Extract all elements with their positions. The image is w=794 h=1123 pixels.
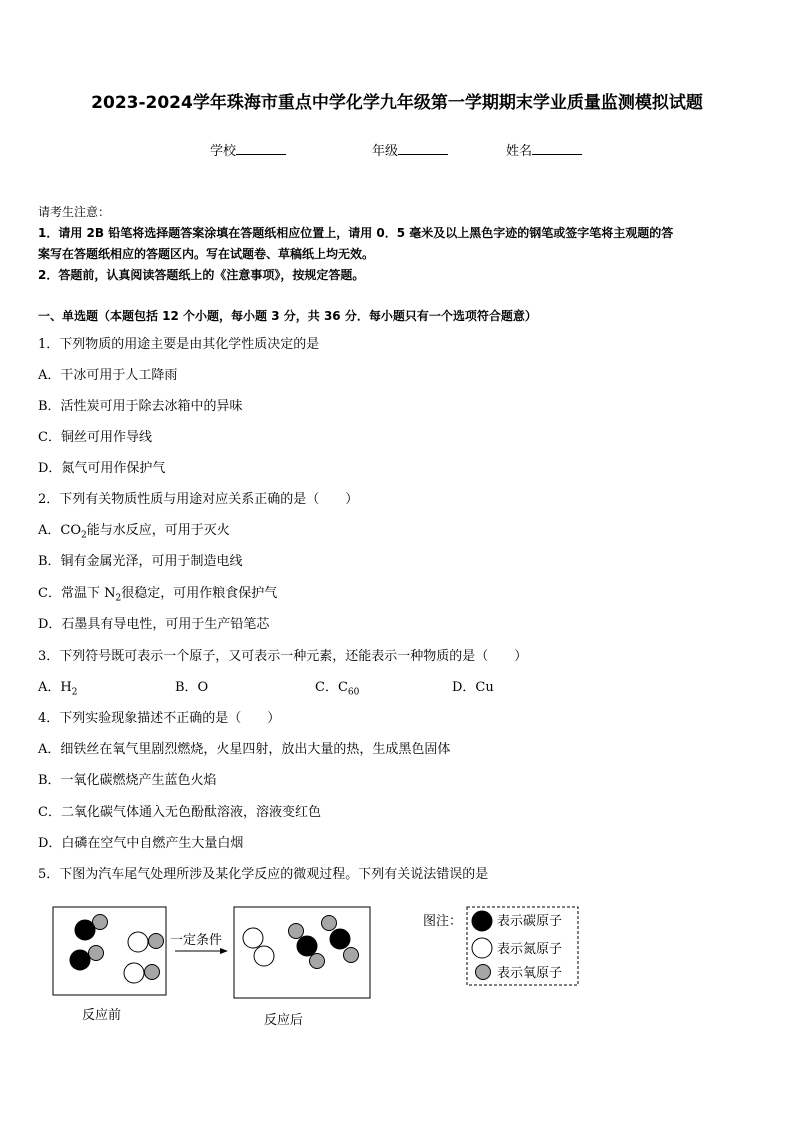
no-molecule <box>128 932 164 952</box>
school-field <box>210 140 286 159</box>
before-box <box>53 907 166 995</box>
q3-option-d: D．Cu <box>452 680 494 695</box>
legend-carbon-label: 表示碳原子 <box>497 914 563 929</box>
q3-option-b: B．O <box>175 680 209 695</box>
q1-option-a: A．干冰可用于人工降雨 <box>38 368 178 383</box>
q2-option-b: B．铜有金属光泽，可用于制造电线 <box>38 554 243 569</box>
notice-line-2: 2．答题前，认真阅读答题纸上的《注意事项》，按规定答题。 <box>38 268 365 282</box>
q4-option-a: A．细铁丝在氧气里剧烈燃烧，火星四射，放出大量的热，生成黑色固体 <box>38 742 451 757</box>
reaction-diagram <box>0 895 794 1055</box>
q4-option-d: D．白磷在空气中自燃产生大量白烟 <box>38 836 244 851</box>
grade-label: 年级 <box>372 144 399 159</box>
after-label: 反应后 <box>264 1013 304 1028</box>
q5-stem: 5．下图为汽车尾气处理所涉及某化学反应的微观过程。下列有关说法错误的是 <box>38 867 489 882</box>
name-blank[interactable] <box>532 142 582 155</box>
name-label: 姓名 <box>506 144 533 159</box>
q3-stem: 3．下列符号既可表示一个原子，又可表示一种元素，还能表示一种物质的是（ ） <box>38 649 528 664</box>
q4-option-c: C．二氧化碳气体通入无色酚酞溶液，溶液变红色 <box>38 805 321 820</box>
notice-heading: 请考生注意： <box>38 205 111 219</box>
section-heading: 一、单选题（本题包括 12 个小题，每小题 3 分，共 36 分．每小题只有一个选项符合题意） <box>38 309 537 323</box>
co-molecule <box>75 915 108 941</box>
q1-option-d: D．氮气可用作保护气 <box>38 461 166 476</box>
co2-molecule <box>322 916 359 963</box>
q2-option-a: A．$CO_2$能与水反应，可用于灭火 <box>38 523 230 541</box>
notice-line-1b: 案写在答题纸相应的答题区内。写在试题卷、草稿纸上均无效。 <box>38 247 375 261</box>
q4-option-b: B．一氧化碳燃烧产生蓝色火焰 <box>38 773 217 788</box>
q2-option-c: C．常温下 $N_2$很稳定，可用作粮食保护气 <box>38 586 278 604</box>
legend-carbon-icon <box>472 911 492 931</box>
no-molecule <box>124 963 160 983</box>
name-field <box>506 140 582 159</box>
q3-option-a: A．$H_2$ <box>38 680 78 698</box>
co-molecule <box>70 946 104 971</box>
school-label: 学校 <box>210 144 237 159</box>
condition-label: 一定条件 <box>170 933 223 948</box>
notice-line-1: 1．请用 2B 铅笔将选择题答案涂填在答题纸相应位置上，请用 0．5 毫米及以上黑色字迹的钢笔或签字笔将主观题的答 <box>38 226 674 240</box>
legend-oxygen-label: 表示氧原子 <box>497 966 563 981</box>
legend-oxygen-icon <box>476 965 491 980</box>
q3-option-c: C．$C_{60}$ <box>315 680 360 698</box>
co2-molecule <box>289 924 325 969</box>
legend-nitrogen-label: 表示氮原子 <box>497 942 563 957</box>
q1-option-c: C．铜丝可用作导线 <box>38 430 152 445</box>
q1-stem: 1．下列物质的用途主要是由其化学性质决定的是 <box>38 337 320 352</box>
grade-field <box>372 140 448 159</box>
legend-title: 图注： <box>423 914 463 929</box>
school-blank[interactable] <box>236 142 286 155</box>
q1-option-b: B．活性炭可用于除去冰箱中的异味 <box>38 399 243 414</box>
before-label: 反应前 <box>82 1008 122 1023</box>
q4-stem: 4．下列实验现象描述不正确的是（ ） <box>38 711 281 726</box>
arrow-head <box>220 948 228 954</box>
q2-stem: 2．下列有关物质性质与用途对应关系正确的是（ ） <box>38 492 359 507</box>
legend-nitrogen-icon <box>472 938 492 958</box>
exam-title: 2023-2024学年珠海市重点中学化学九年级第一学期期末学业质量监测模拟试题 <box>91 93 703 113</box>
grade-blank[interactable] <box>398 142 448 155</box>
q2-option-d: D．石墨具有导电性，可用于生产铅笔芯 <box>38 617 270 632</box>
n2-molecule <box>243 928 274 966</box>
